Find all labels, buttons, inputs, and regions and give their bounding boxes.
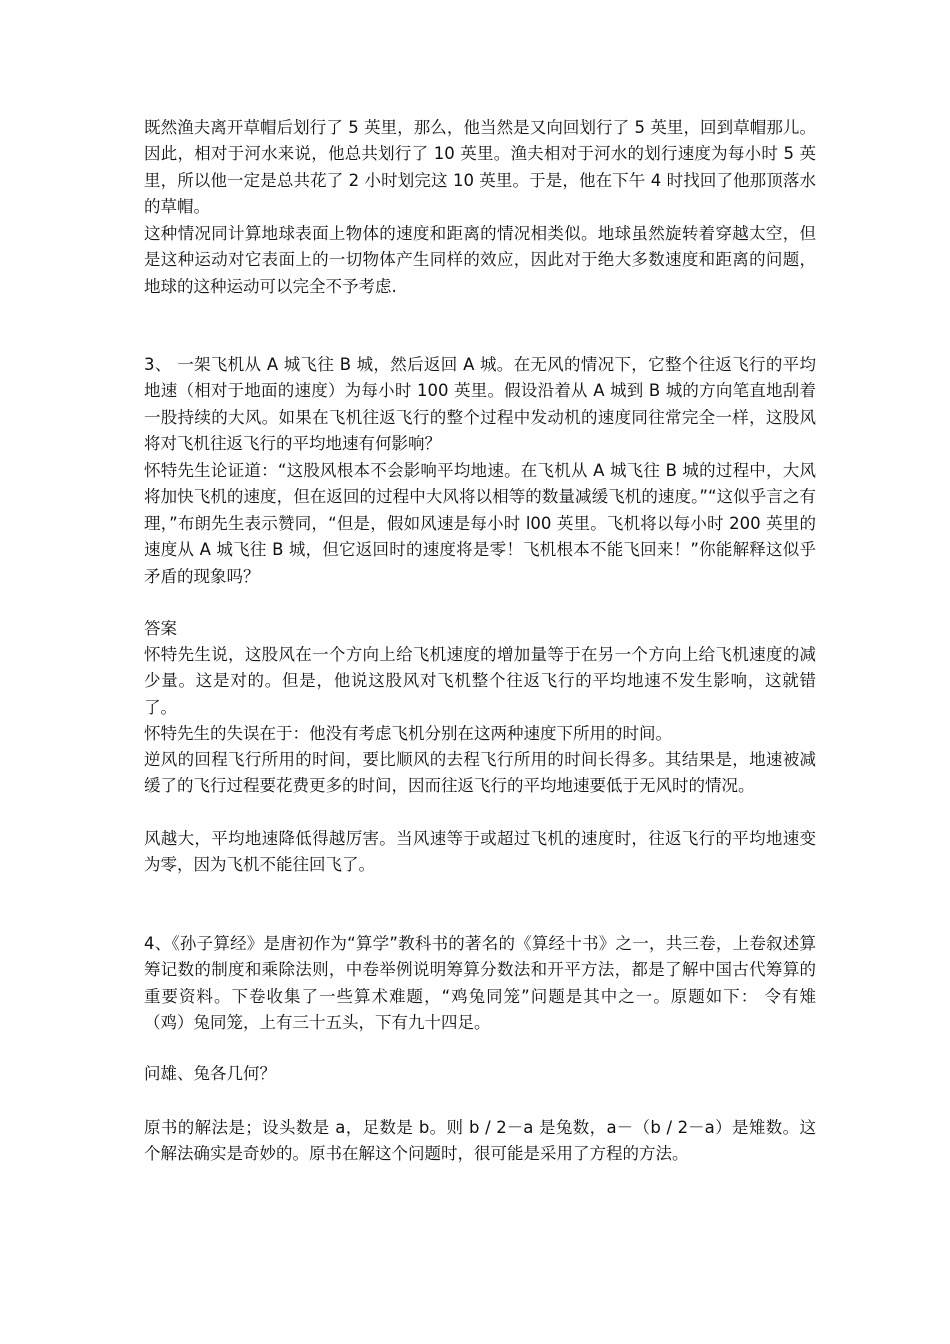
paragraph-answer-3: 逆风的回程飞行所用的时间，要比顺风的去程飞行所用的时间长得多。其结果是，地速被减缓了的飞行过程要花费更多的时间，因而往返飞行的平均地速要低于无风时的情况。 (144, 750, 816, 796)
paragraph-question-4-ask: 问雄、兔各几何？ (144, 1064, 276, 1083)
paragraph-fisherman-answer: 既然渔夫离开草帽后划行了 5 英里，那么，他当然是又向回划行了 5 英里，回到草帽那儿。因此，相对于河水来说，他总共划行了 10 英里。渔夫相对于河水的划行速度为每小时 5 英里，所以他一定是总共花了 2 小时划完这 10 英里。于是，他在下午 4 时找回了他那顶落水的草帽。 (144, 118, 816, 217)
paragraph-question-4: 4、《孙子算经》是唐初作为“算学”教科书的著名的《算经十书》之一，共三卷，上卷叙述算筹记数的制度和乘除法则，中卷举例说明筹算分数法和开平方法，都是了解中国古代筹算的重要资料。下卷收集了一些算术难题，“鸡兔同笼”问题是其中之一。原题如下： 令有雉（鸡）兔同笼，上有三十五头，下有九十四足。 (144, 934, 816, 1033)
paragraph-answer-1: 怀特先生说，这股风在一个方向上给飞机速度的增加量等于在另一个方向上给飞机速度的减少量。这是对的。但是，他说这股风对飞机整个往返飞行的平均地速不发生影响，这就错了。 (144, 645, 816, 717)
paragraph-white-argument: 怀特先生论证道：“这股风根本不会影响平均地速。在飞机从 A 城飞往 B 城的过程中，大风将加快飞机的速度，但在返回的过程中大风将以相等的数量减缓飞机的速度。”“这似乎言之有理，”布朗先生表示赞同，“但是，假如风速是每小时 l00 英里。飞机将以每小时 200 英里的速度从 A 城飞往 B 城，但它返回时的速度将是零！飞机根本不能飞回来！”你能解释这似乎矛盾的现象吗？ (144, 461, 816, 586)
paragraph-answer-2: 怀特先生的失误在于：他没有考虑飞机分别在这两种速度下所用的时间。 (144, 724, 672, 743)
paragraph-original-solution: 原书的解法是；设头数是 a，足数是 b。则 b / 2－a 是兔数，a－（b / 2－a）是雉数。这个解法确实是奇妙的。原书在解这个问题时，很可能是采用了方程的方法。 (144, 1118, 816, 1164)
answer-heading: 答案 (144, 619, 177, 638)
paragraph-earth-analogy: 这种情况同计算地球表面上物体的速度和距离的情况相类似。地球虽然旋转着穿越太空，但是这种运动对它表面上的一切物体产生同样的效应，因此对于绝大多数速度和距离的问题，地球的这种运动可以完全不予考虑. (144, 224, 816, 296)
paragraph-answer-4: 风越大，平均地速降低得越厉害。当风速等于或超过飞机的速度时，往返飞行的平均地速变为零，因为飞机不能往回飞了。 (144, 829, 816, 875)
paragraph-question-3: 3、 一架飞机从 A 城飞往 B 城，然后返回 A 城。在无风的情况下，它整个往返飞行的平均地速（相对于地面的速度）为每小时 100 英里。假设沿着从 A 城到 B 城的方向笔直地刮着一股持续的大风。如果在飞机往返飞行的整个过程中发动机的速度同往常完全一样，这股风将对飞机往返飞行的平均地速有何影响？ (144, 355, 816, 454)
